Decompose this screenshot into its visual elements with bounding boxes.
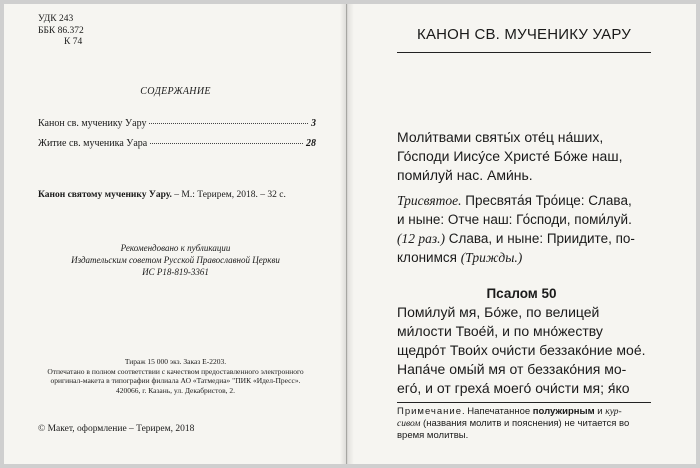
trisagion-line — [397, 229, 653, 248]
toc-entry-page: 28 — [306, 138, 316, 149]
print-quality-note: Отпечатано в полном соответствии с качеством предоставленного электронного — [47, 366, 304, 376]
contents-title: СОДЕРЖАНИЕ — [140, 86, 211, 97]
psalm-text — [397, 303, 653, 398]
rubric: Трисвятое. — [397, 193, 462, 208]
book-gutter — [340, 4, 354, 464]
opening-prayer — [397, 128, 653, 185]
recommendation-line: Рекомендовано к публикации — [120, 243, 231, 253]
toc-leader — [150, 143, 303, 144]
council-code: ИС Р18-819-3361 — [142, 267, 209, 277]
table-of-contents — [38, 118, 316, 158]
trisagion-line — [397, 210, 653, 229]
psalm-line: Напа́че омы́й мя от беззако́ния мо- — [397, 361, 627, 377]
toc-entry-page: 3 — [311, 118, 316, 129]
toc-entry[interactable] — [38, 138, 316, 158]
header-rule — [397, 52, 651, 53]
psalm-line: его́, и от греха́ моего́ очи́сти мя; я́ко — [397, 380, 630, 396]
left-page — [4, 4, 347, 464]
footnote — [397, 406, 653, 442]
footnote-text: (названия молитв и пояснения) не читается во — [420, 418, 630, 429]
bibliographic-record — [38, 190, 286, 200]
rubric: (12 раз.) — [397, 231, 446, 246]
psalm-line: Поми́луй мя, Бо́же, по велицей — [397, 304, 600, 320]
recommendation-block — [4, 242, 347, 278]
footnote-line: время молитвы. — [397, 430, 469, 441]
toc-entry-label: Житие св. мученика Уара — [38, 138, 148, 149]
trisagion-line — [397, 191, 653, 210]
toc-entry-label: Канон св. мученику Уару — [38, 118, 147, 129]
printer-address: 420066, г. Казань, ул. Декабристов, 2. — [115, 385, 235, 395]
right-page — [347, 4, 696, 464]
footnote-text: . Напечатанное — [462, 406, 533, 417]
prayer-line: Го́споди Иису́се Христе́ Бо́же наш, — [397, 148, 623, 164]
footnote-line — [397, 406, 653, 418]
udk-code: УДК 243 — [38, 14, 74, 24]
catalog-codes — [38, 14, 84, 49]
copyright-line: © Макет, оформление – Терирем, 2018 — [38, 424, 195, 434]
psalm-line: ми́лости Твое́й, и по мно́жеству щедро́т Твои́х очи́сти беззако́ние мое́. — [397, 323, 646, 358]
trisagion-line — [397, 248, 653, 267]
footnote-bold-word: полужирным — [532, 406, 595, 417]
footnote-text: и — [594, 406, 606, 417]
prayer-line: Моли́твами святы́х оте́ц на́ших, — [397, 129, 604, 145]
footnote-italic-word: сивом — [397, 419, 421, 429]
footnote-rule — [397, 402, 651, 403]
trisagion-text: Пресвята́я Тро́ице: Слава, — [461, 193, 632, 208]
bbk-code: ББК 86.372 — [38, 25, 84, 36]
footnote-line — [397, 418, 653, 430]
toc-entry[interactable] — [38, 118, 316, 138]
psalm-title: Псалом 50 — [486, 286, 557, 301]
author-mark: К 74 — [64, 37, 83, 47]
running-header: КАНОН СВ. МУЧЕНИКУ УАРУ — [417, 26, 631, 43]
toc-leader — [149, 123, 308, 124]
biblio-title: Канон святому мученику Уару. — [38, 190, 172, 200]
footnote-italic-word: кур- — [605, 407, 622, 417]
footnote-label: Примечание — [397, 406, 462, 417]
trisagion-block — [397, 191, 653, 267]
print-run: Тираж 15 000 экз. Заказ Е-2203. — [124, 357, 227, 366]
print-info — [24, 357, 327, 395]
biblio-details: – М.: Терирем, 2018. – 32 с. — [171, 190, 286, 200]
prayer-line: поми́луй нас. Ами́нь. — [397, 167, 533, 183]
trisagion-text: и ныне: Отче наш: Го́споди, поми́луй. — [397, 212, 632, 227]
recommendation-line: Издательским советом Русской Православной Церкви — [71, 255, 280, 265]
trisagion-text: клонимся — [397, 250, 461, 265]
rubric: (Трижды.) — [460, 250, 523, 265]
trisagion-text: Слава, и ныне: Приидите, по- — [445, 231, 635, 246]
printer-name: оригинал-макета в типографии филиала АО «Татмедиа» "ПИК «Идел-Пресс». — [50, 376, 301, 385]
